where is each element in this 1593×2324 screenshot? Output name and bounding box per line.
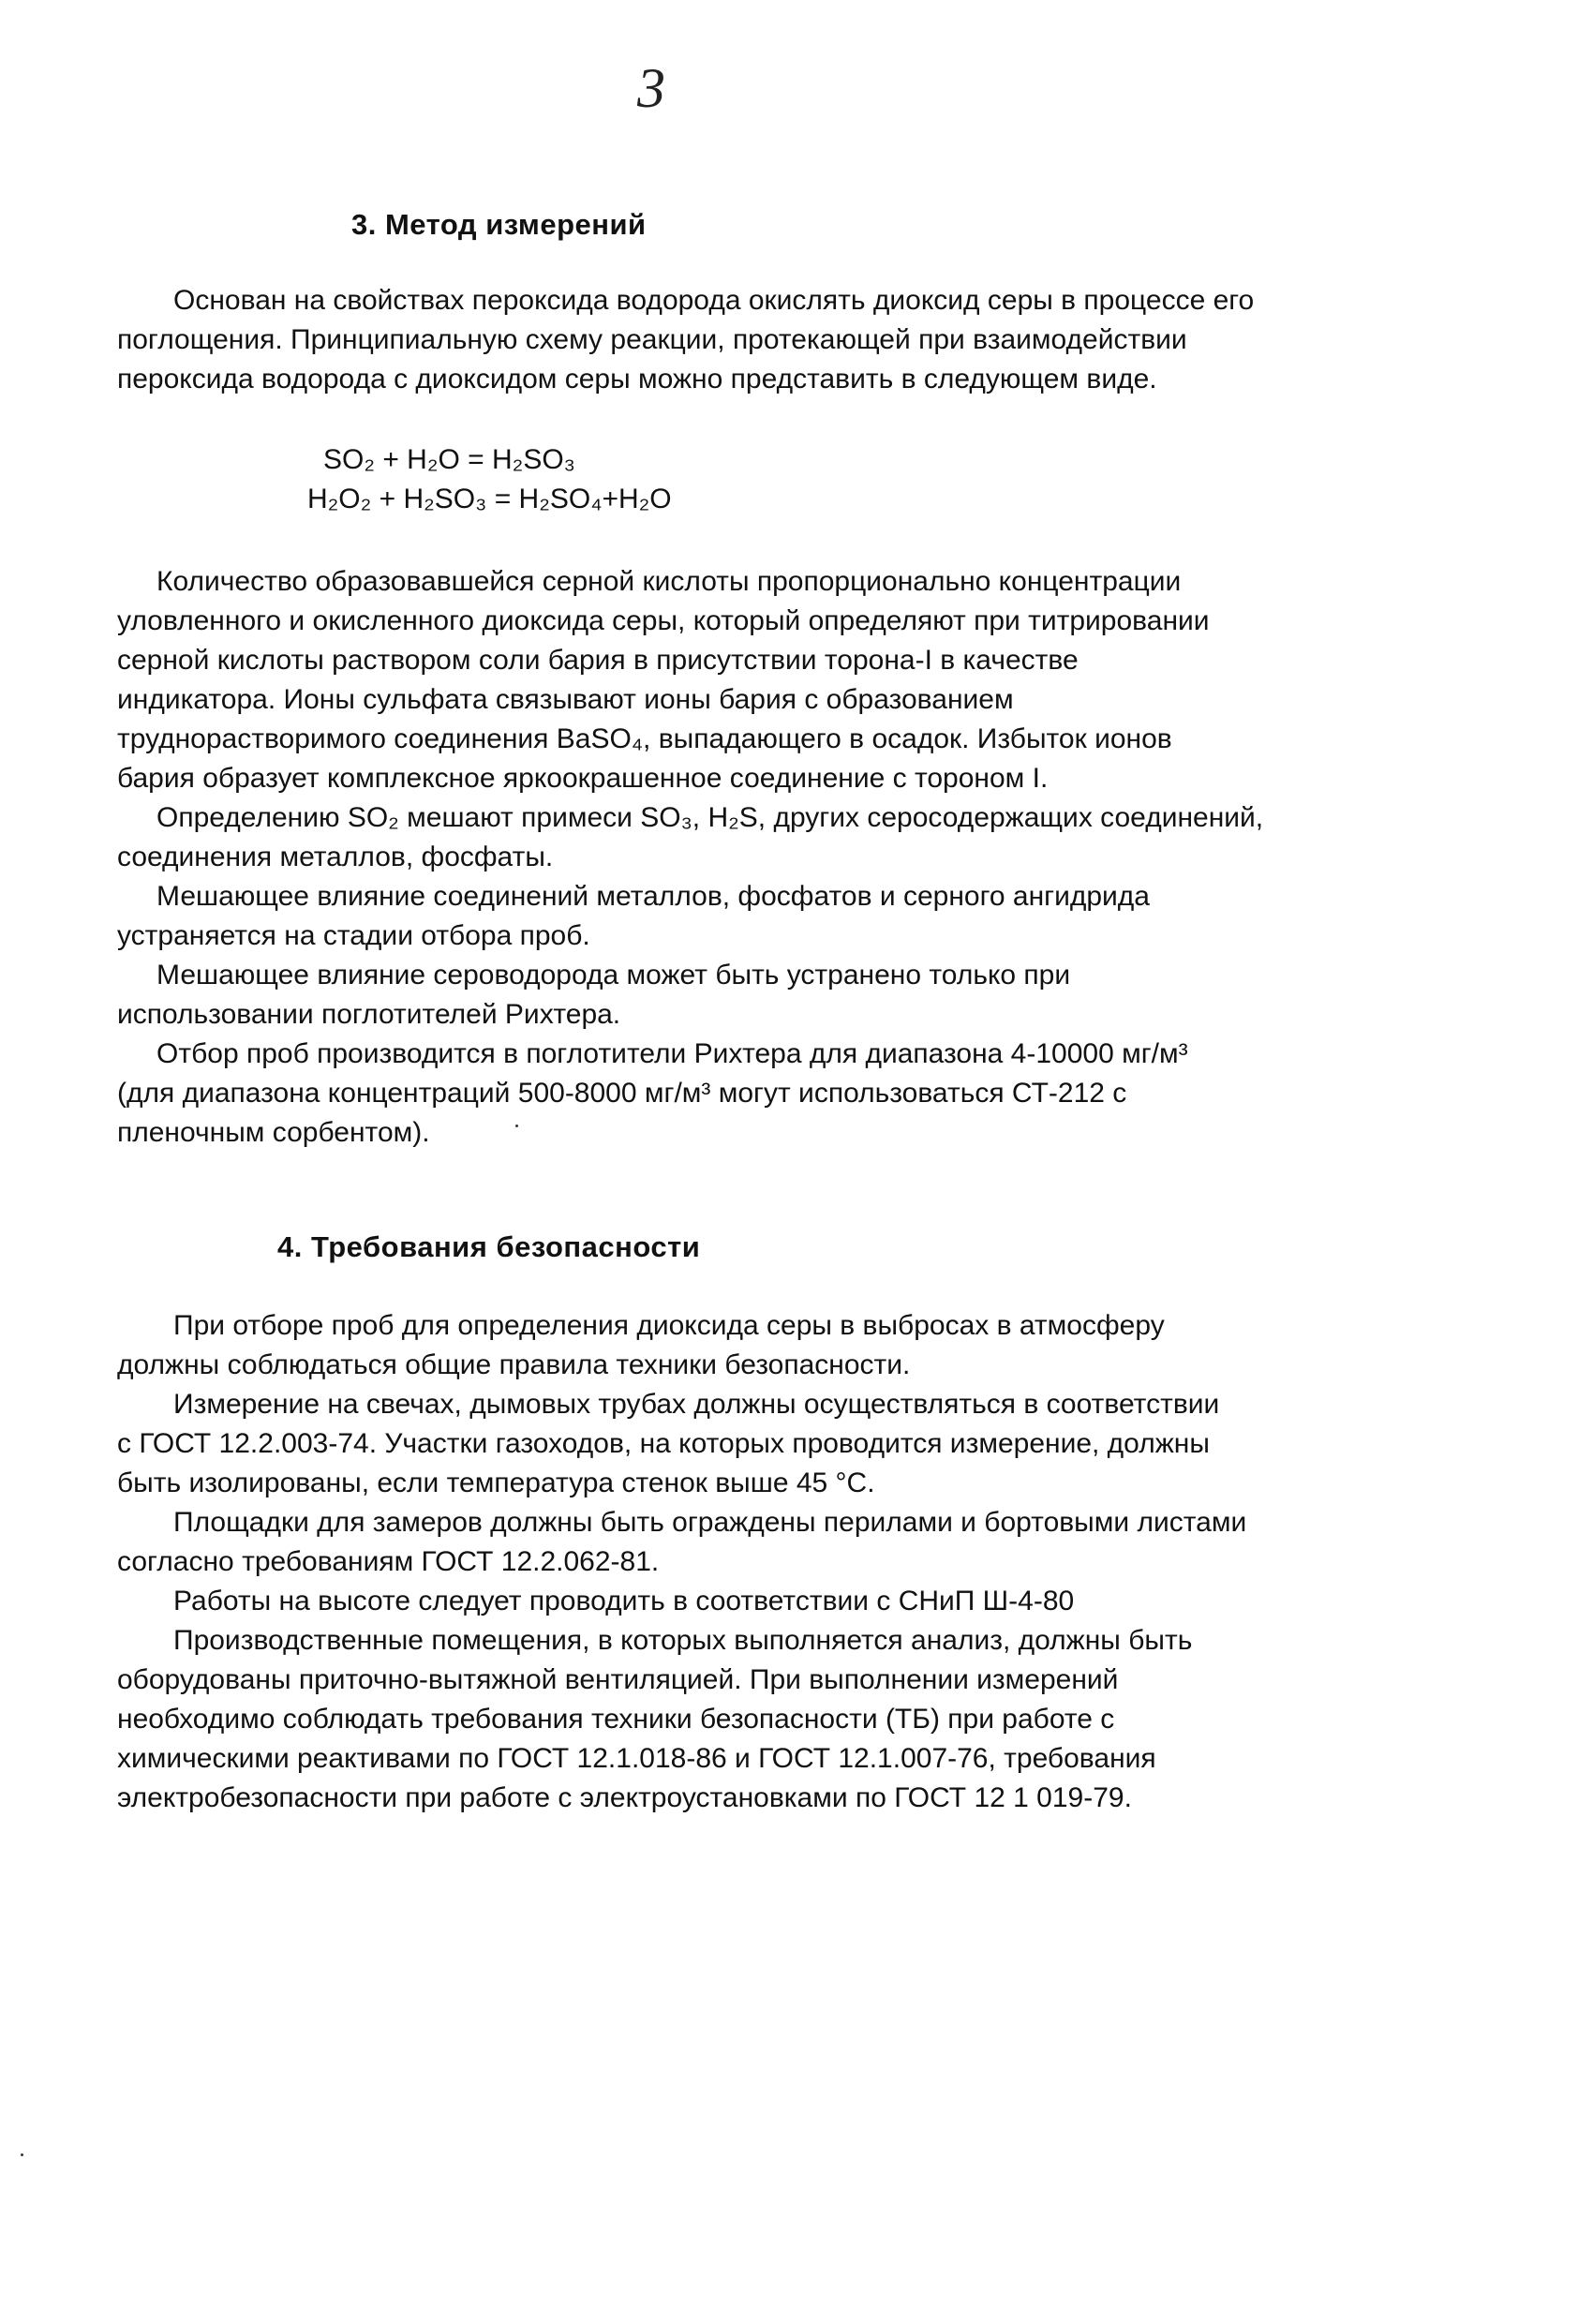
section-3-title: 3. Метод измерений bbox=[351, 208, 647, 241]
text-line: серной кислоты раствором соли бария в присутствии торона-I в качестве bbox=[117, 645, 1079, 676]
section-4-para-3 bbox=[117, 1503, 1481, 1582]
text-line: Основан на свойствах пероксида водорода окислять диоксид серы в процессе его bbox=[173, 285, 1255, 316]
section-4-para-4 bbox=[117, 1582, 1481, 1621]
text-line: соединения металлов, фосфаты. bbox=[117, 842, 554, 872]
section-4-title: 4. Требования безопасности bbox=[277, 1230, 701, 1263]
section-3-para-1 bbox=[117, 281, 1481, 399]
section-4-para-1 bbox=[117, 1306, 1481, 1385]
reaction-formula-2: H₂O₂ + H₂SO₃ = H₂SO₄+H₂O bbox=[307, 484, 672, 514]
text-line: Производственные помещения, в которых выполняется анализ, должны быть bbox=[173, 1625, 1193, 1656]
text-line: оборудованы приточно-вытяжной вентиляцией. При выполнении измерений bbox=[117, 1664, 1119, 1695]
text-line: с ГОСТ 12.2.003-74. Участки газоходов, на которых проводится измерение, должны bbox=[117, 1428, 1210, 1459]
text-line: уловленного и окисленного диоксида серы, который определяют при титрировании bbox=[117, 605, 1210, 636]
text-line: быть изолированы, если температура стенок выше 45 °С. bbox=[117, 1467, 875, 1498]
text-line: бария образует комплексное яркоокрашенное соединение с тороном I. bbox=[117, 763, 1049, 794]
reaction-formula-1: SO₂ + H₂O = H₂SO₃ bbox=[323, 444, 575, 475]
text-line: Отбор проб производится в поглотители Рихтера для диапазона 4-10000 мг/м³ bbox=[156, 1038, 1188, 1069]
scan-speck bbox=[515, 1125, 518, 1127]
section-4-para-5 bbox=[117, 1621, 1481, 1818]
text-line: Определению SO₂ мешают примеси SO₃, H₂S, других серосодержащих соединений, bbox=[156, 802, 1264, 833]
section-3-para-4 bbox=[117, 877, 1481, 956]
page-number: 3 bbox=[637, 57, 665, 119]
section-3-para-5 bbox=[117, 956, 1481, 1035]
scan-speck bbox=[21, 2153, 23, 2156]
section-3-para-6 bbox=[117, 1035, 1481, 1153]
text-line: Работы на высоте следует проводить в соответствии с СНиП Ш-4-80 bbox=[173, 1586, 1075, 1616]
text-line: пероксида водорода с диоксидом серы можно представить в следующем виде. bbox=[117, 364, 1157, 395]
text-line: Площадки для замеров должны быть ограждены перилами и бортовыми листами bbox=[173, 1507, 1247, 1538]
text-line: электробезопасности при работе с электроустановками по ГОСТ 12 1 019-79. bbox=[117, 1782, 1132, 1813]
text-line: химическими реактивами по ГОСТ 12.1.018-86 и ГОСТ 12.1.007-76, требования bbox=[117, 1743, 1156, 1774]
text-line: должны соблюдаться общие правила техники безопасности. bbox=[117, 1349, 911, 1380]
text-line: Измерение на свечах, дымовых трубах должны осуществляться в соответствии bbox=[173, 1389, 1220, 1420]
text-line: необходимо соблюдать требования техники безопасности (ТБ) при работе с bbox=[117, 1704, 1115, 1735]
text-line: поглощения. Принципиальную схему реакции, протекающей при взаимодействии bbox=[117, 324, 1187, 355]
text-line: труднорастворимого соединения BaSO₄, выпадающего в осадок. Избыток ионов bbox=[117, 723, 1172, 754]
text-line: Мешающее влияние соединений металлов, фосфатов и серного ангидрида bbox=[156, 881, 1150, 912]
text-line: согласно требованиям ГОСТ 12.2.062-81. bbox=[117, 1546, 660, 1577]
section-3-para-2 bbox=[117, 562, 1481, 798]
text-line: использовании поглотителей Рихтера. bbox=[117, 999, 621, 1030]
text-line: индикатора. Ионы сульфата связывают ионы бария с образованием bbox=[117, 684, 1014, 715]
text-line: При отборе проб для определения диоксида серы в выбросах в атмосферу bbox=[173, 1310, 1165, 1341]
text-line: Мешающее влияние сероводорода может быть устранено только при bbox=[156, 960, 1071, 991]
text-line: Количество образовавшейся серной кислоты пропорционально концентрации bbox=[156, 566, 1182, 597]
section-3-para-3 bbox=[117, 798, 1481, 877]
text-line: пленочным сорбентом). bbox=[117, 1117, 430, 1148]
text-line: устраняется на стадии отбора проб. bbox=[117, 920, 590, 951]
text-line: (для диапазона концентраций 500-8000 мг/м³ могут использоваться СТ-212 с bbox=[117, 1078, 1127, 1109]
section-4-para-2 bbox=[117, 1385, 1481, 1503]
